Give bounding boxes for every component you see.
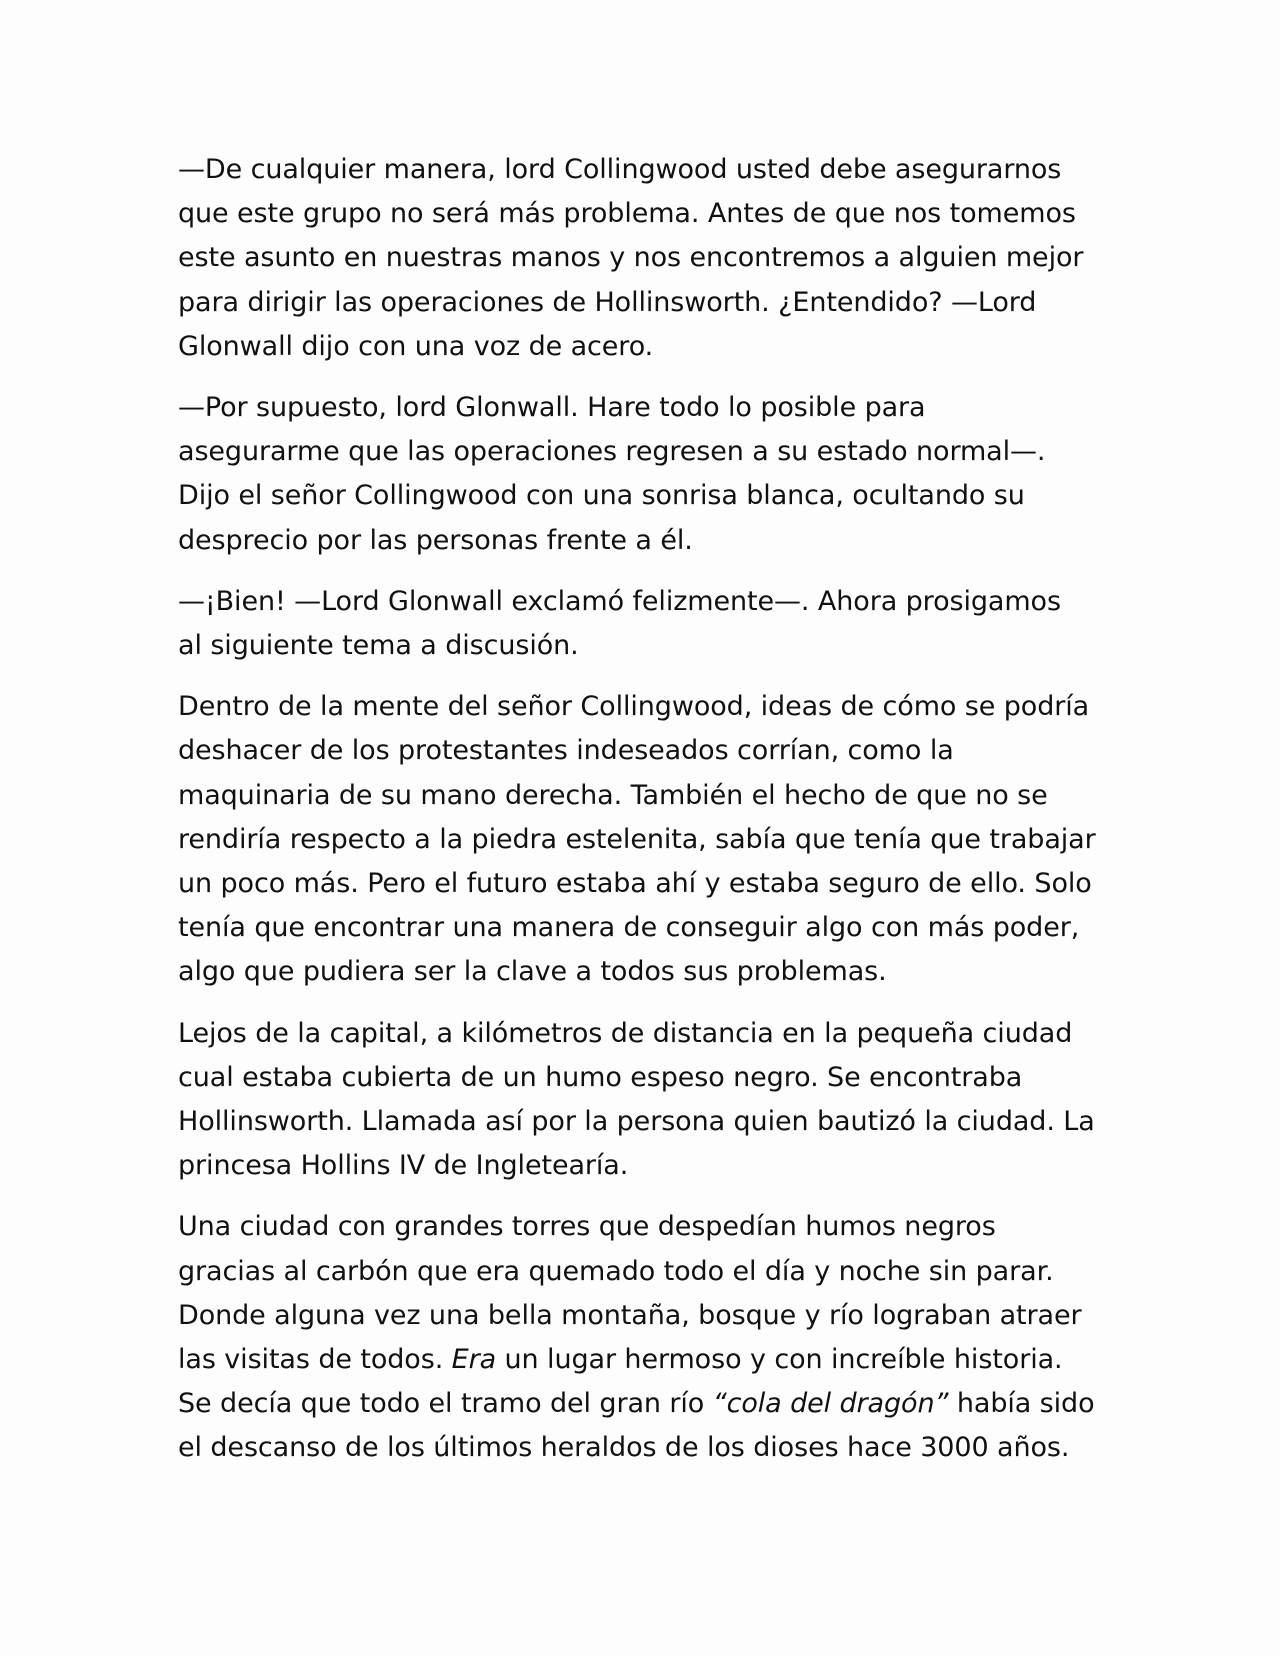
- text-line: [178, 1338, 1113, 1382]
- paragraph-3: [178, 580, 1113, 668]
- text-line: —¡Bien! —Lord Glonwall exclamó felizmente—. Ahora prosigamos: [178, 585, 1061, 617]
- text-line: Hollinsworth. Llamada así por la persona quien bautizó la ciudad. La: [178, 1106, 1095, 1138]
- text-line: —Por supuesto, lord Glonwall. Hare todo lo posible para: [178, 392, 926, 424]
- text-line: Dentro de la mente del señor Collingwood, ideas de cómo se podría: [178, 691, 1090, 723]
- text-line: [178, 1382, 1113, 1426]
- text-line: que este grupo no será más problema. Antes de que nos tomemos: [178, 198, 1076, 230]
- text-run: Se decía que todo el tramo del gran río: [178, 1388, 713, 1420]
- text-line: para dirigir las operaciones de Hollinsworth. ¿Entendido? —Lord: [178, 286, 1037, 318]
- text-line: cual estaba cubierta de un humo espeso negro. Se encontraba: [178, 1061, 1023, 1093]
- text-line: al siguiente tema a discusión.: [178, 630, 579, 662]
- text-line: desprecio por las personas frente a él.: [178, 524, 693, 556]
- text-line: Una ciudad con grandes torres que despedían humos negros: [178, 1211, 996, 1243]
- text-line: princesa Hollins IV de Ingletearía.: [178, 1150, 629, 1182]
- text-line: rendiría respecto a la piedra estelenita, sabía que tenía que trabajar: [178, 823, 1096, 855]
- paragraph-5: [178, 1012, 1113, 1189]
- text-line: Glonwall dijo con una voz de acero.: [178, 330, 654, 362]
- text-line: algo que pudiera ser la clave a todos sus problemas.: [178, 956, 887, 988]
- text-line: deshacer de los protestantes indeseados corrían, como la: [178, 735, 954, 767]
- text-run: un lugar hermoso y con increíble historia.: [496, 1344, 1063, 1376]
- text-line: el descanso de los últimos heraldos de los dioses hace 3000 años.: [178, 1432, 1070, 1464]
- text-line: este asunto en nuestras manos y nos encontremos a alguien mejor: [178, 242, 1084, 274]
- text-line: tenía que encontrar una manera de conseguir algo con más poder,: [178, 912, 1080, 944]
- text-line: gracias al carbón que era quemado todo el día y noche sin parar.: [178, 1255, 1054, 1287]
- paragraph-2: [178, 386, 1113, 563]
- paragraph-1: [178, 148, 1113, 369]
- text-line: un poco más. Pero el futuro estaba ahí y estaba seguro de ello. Solo: [178, 868, 1092, 900]
- text-run: había sido: [948, 1388, 1095, 1420]
- paragraph-4: [178, 685, 1113, 994]
- paragraph-6: [178, 1205, 1113, 1470]
- text-line: —De cualquier manera, lord Collingwood usted debe asegurarnos: [178, 154, 1062, 185]
- text-line: asegurarme que las operaciones regresen a su estado normal—.: [178, 436, 1046, 468]
- document-body: [178, 148, 1113, 1488]
- text-line: Donde alguna vez una bella montaña, bosque y río lograban atraer: [178, 1299, 1082, 1331]
- text-line: maquinaria de su mano derecha. También el hecho de que no se: [178, 779, 1048, 811]
- text-line: Lejos de la capital, a kilómetros de distancia en la pequeña ciudad: [178, 1017, 1073, 1049]
- italic-text: Era: [451, 1344, 497, 1376]
- text-run: las visitas de todos.: [178, 1344, 452, 1376]
- text-line: Dijo el señor Collingwood con una sonrisa blanca, ocultando su: [178, 480, 1025, 512]
- italic-text: “cola del dragón”: [712, 1388, 949, 1420]
